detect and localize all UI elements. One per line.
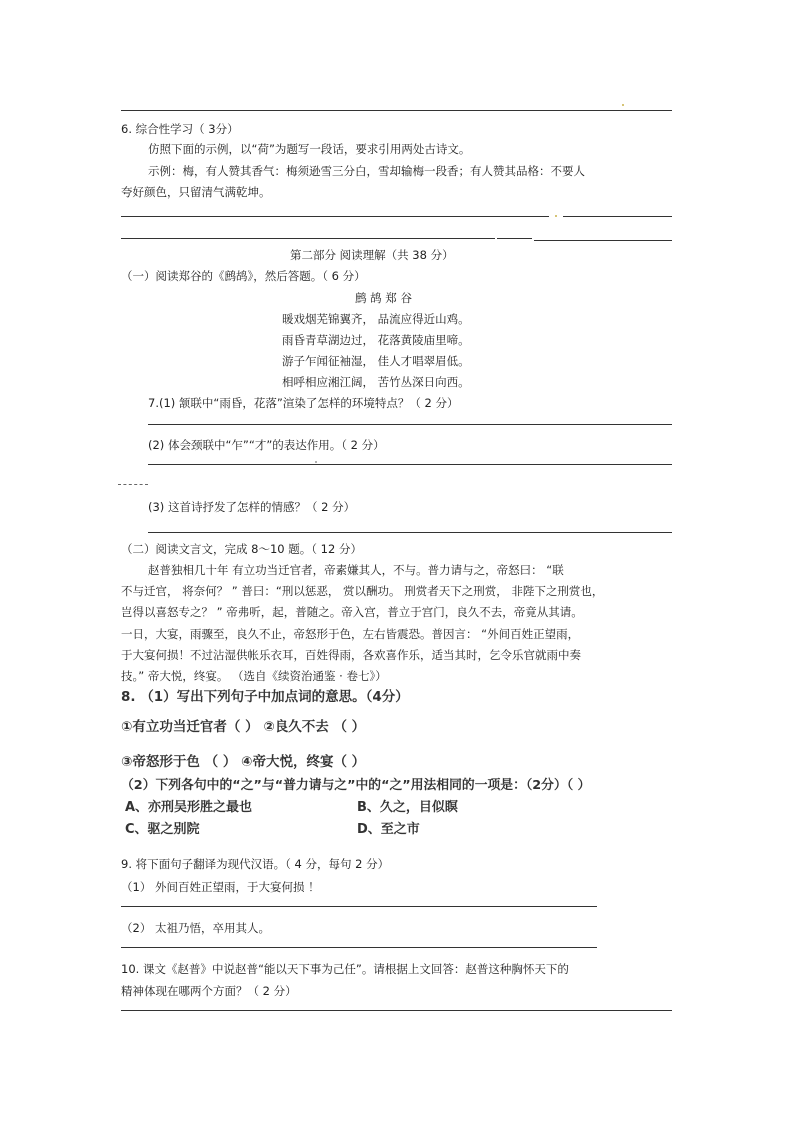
q10-answer-line [121,1010,672,1011]
q6-answer-line-2b [497,238,532,239]
q8-sub2: （2）下列各句中的“之”与“普力请与之”中的“之”用法相同的一项是：（2分）（ ） [121,778,591,793]
speck [315,461,317,463]
q10-line-1: 10. 课文《赵普》中说赵普“能以天下事为己任”。请根据上文回答：赵普这种胸怀天下的 [121,962,569,976]
poem-line-1: 暖戏烟芜锦翼齐， 品流应得近山鸡。 [282,312,470,326]
q9-1-answer-line [121,906,597,907]
q9-2-answer-line [121,947,597,948]
q10-line-2: 精神体现在哪两个方面？（ 2 分） [121,984,297,998]
margin-mark [118,484,148,485]
part2-heading: 第二部分 阅读理解（共 38 分） [290,248,454,262]
poem-title: 鹧 鸪 郑 谷 [355,291,412,305]
poem-line-3: 游子乍闻征袖湿， 佳人才唱翠眉低。 [282,354,470,368]
q8-items-1: ①有立功当迁官者（ ） ②良久不去 （ ） [121,719,366,735]
section2-intro: （二）阅读文言文，完成 8～10 题。（ 12 分） [121,542,362,556]
speck [555,215,557,217]
q9-sentence-2: （2） 太祖乃悟，卒用其人。 [121,921,270,935]
q6-answer-line-1a [121,216,549,217]
q7-2-answer-line [148,464,672,465]
q7-1: 7.(1) 颔联中“雨昏，花落”渲染了怎样的环境特点？（ 2 分） [148,396,459,410]
speck [622,104,624,106]
q8-option-b: B、久之，目似瞑 [357,800,458,815]
q8-option-d: D、至之市 [357,822,420,837]
passage-line-6: 技。” 帝大悦，终宴。 （选自《续资治通鉴 · 卷七》） [121,669,387,683]
poem-line-4: 相呼相应湘江阔， 苦竹丛深日向西。 [282,375,470,389]
q6-example-line2: 夸好颜色，只留清气满乾坤。 [121,185,271,199]
passage-line-5: 于大宴何损！不过沾湿供帐乐衣耳，百姓得雨，各欢喜作乐，适当其时，乞令乐官就雨中奏 [121,648,581,662]
q6-answer-line-2a [121,238,495,239]
q7-2: (2) 体会颈联中“乍”“才”的表达作用。（ 2 分） [148,438,385,452]
top-rule [121,110,672,111]
q8-items-2: ③帝怒形于色 （ ） ④帝大悦，终宴（ ） [121,754,366,770]
q6-answer-line-1b [563,216,672,217]
q6-title: 6. 综合性学习（ 3分） [121,122,239,136]
q9-title: 9. 将下面句子翻译为现代汉语。（ 4 分，每句 2 分） [121,857,390,871]
passage-line-4: 一日，大宴，雨骤至，良久不止，帝怒形于色，左右皆震恐。普因言： “外间百姓正望雨， [121,627,580,641]
passage-line-3: 岂得以喜怒专之？ ” 帝弗听，起，普随之。帝入宫，普立于宫门，良久不去，帝竟从其请。 [121,605,583,619]
q6-example-line1: 示例：梅，有人赞其香气：梅须逊雪三分白，雪却输梅一段香；有人赞其品格：不要人 [148,164,585,178]
q7-3-answer-line [148,532,672,533]
q9-sentence-1: （1） 外间百姓正望雨，于大宴何损 ！ [121,880,320,894]
q7-3: (3) 这首诗抒发了怎样的情感？（ 2 分） [148,500,356,514]
section1-intro: （一）阅读郑谷的《鹧鸪》，然后答题。（ 6 分） [121,269,366,283]
q8-option-a: A、亦刑吴形胜之最也 [125,800,253,815]
q8-title: 8. （1）写出下列句子中加点词的意思。（4分） [121,689,409,705]
q6-answer-line-2c [534,240,672,241]
q7-1-answer-line [148,424,672,425]
passage-line-2: 不与迁官， 将奈何？ ” 普曰：“刑以惩恶， 赏以酬功。 刑赏者天下之刑赏， 非陛下之刑赏也， [121,584,604,598]
q6-instruction: 仿照下面的示例，以“荷”为题写一段话，要求引用两处古诗文。 [148,142,471,156]
poem-line-2: 雨昏青草湖边过， 花落黄陵庙里啼。 [282,333,470,347]
q8-option-c: C、驱之别院 [125,822,200,837]
passage-line-1: 赵普独相几十年 有立功当迁官者，帝素嫌其人，不与。普力请与之，帝怒曰： “联 [148,563,564,577]
